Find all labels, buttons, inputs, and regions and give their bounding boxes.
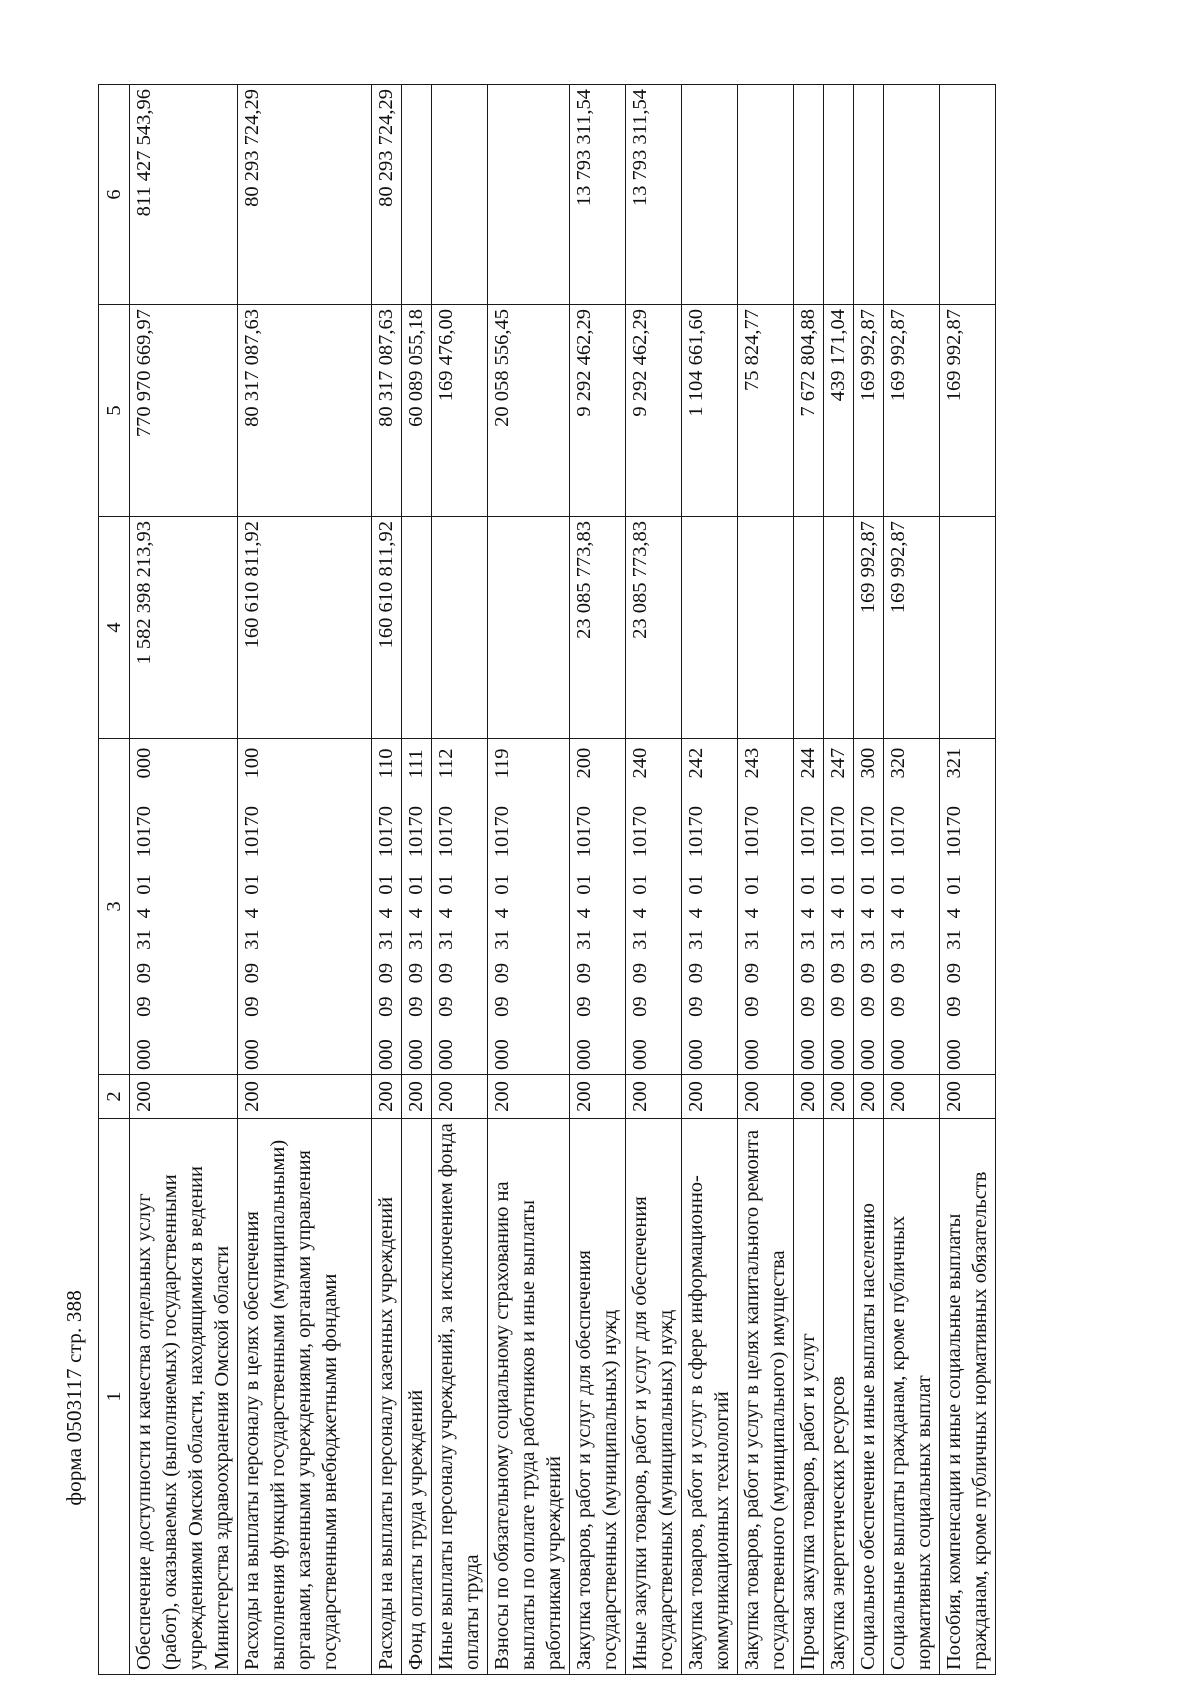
code-part: 4 [241,908,263,919]
code-part: 09 [943,996,965,1017]
code-part: 200 [573,747,595,779]
row-name-cell: Обеспечение доступности и качества отдельных услуг (работ), оказываемых (выполняемых) государственными учреждениями Омской области, находящимися в ведении Министерства здравоохранения Омской области [130,1119,238,1675]
code-part: 31 [741,929,763,950]
executed-amount-cell: 60 089 055,18 [402,305,432,517]
code-part: 31 [629,929,651,950]
code-part: 10170 [629,806,651,858]
code-part: 000 [491,1039,513,1070]
code-part: 31 [887,929,909,950]
code-part: 300 [857,747,879,779]
code-part: 4 [573,908,595,919]
code-part: 09 [405,962,427,984]
code-part: 4 [741,908,763,919]
code-part: 247 [827,747,849,779]
code-parts [403,743,429,1070]
column-header-3: 3 [99,739,130,1075]
code-part: 10170 [375,806,397,858]
code-part: 110 [375,748,397,779]
code-part: 31 [405,929,427,950]
budget-classification-code-cell [682,739,738,1075]
code-parts [373,743,399,1070]
unexecuted-amount-cell: 811 427 543,96 [130,85,238,305]
code-part: 000 [857,1039,879,1070]
approved-amount-cell [682,517,738,739]
code-part: 4 [827,908,849,919]
table-row [570,85,626,1675]
code-part: 000 [133,1039,155,1070]
line-code-cell: 200 [794,1075,824,1119]
code-part: 10170 [741,806,763,858]
executed-amount-cell: 75 824,77 [738,305,794,517]
code-part: 000 [405,1039,427,1070]
line-code-cell: 200 [238,1075,372,1119]
unexecuted-amount-cell [488,85,570,305]
code-part: 09 [797,962,819,984]
code-parts [855,743,881,1070]
header-row [99,85,130,1675]
code-part: 10170 [827,806,849,858]
code-part: 09 [887,962,909,984]
table-row [372,85,402,1675]
code-part: 10170 [435,806,457,858]
budget-classification-code-cell [402,739,432,1075]
code-part: 100 [241,747,263,779]
executed-amount-cell: 7 672 804,88 [794,305,824,517]
code-part: 4 [435,908,457,919]
code-part: 000 [629,1039,651,1070]
code-part: 320 [887,747,909,779]
line-code-cell: 200 [570,1075,626,1119]
column-header-6: 6 [99,85,130,305]
executed-amount-cell: 9 292 462,29 [626,305,682,517]
code-part: 000 [573,1039,595,1070]
approved-amount-cell: 169 992,87 [884,517,940,739]
code-parts [795,743,821,1070]
code-part: 31 [685,929,707,950]
budget-classification-code-cell [626,739,682,1075]
approved-amount-cell [432,517,488,739]
code-part: 09 [375,962,397,984]
budget-classification-code-cell [372,739,402,1075]
budget-classification-code-cell [824,739,854,1075]
code-part: 09 [943,962,965,984]
code-part: 4 [491,908,513,919]
code-part: 10170 [241,806,263,858]
code-part: 000 [375,1039,397,1070]
unexecuted-amount-cell [738,85,794,305]
table-row [824,85,854,1675]
approved-amount-cell [488,517,570,739]
approved-amount-cell [738,517,794,739]
line-code-cell: 200 [738,1075,794,1119]
executed-amount-cell: 9 292 462,29 [570,305,626,517]
code-part: 31 [435,929,457,950]
code-part: 4 [887,908,909,919]
code-part: 09 [827,962,849,984]
line-code-cell: 200 [432,1075,488,1119]
row-name-cell: Социальное обеспечение и иные выплаты населению [854,1119,884,1675]
table-body [130,85,996,1675]
approved-amount-cell: 23 085 773,83 [570,517,626,739]
line-code-cell: 200 [488,1075,570,1119]
code-part: 10170 [797,806,819,858]
code-parts [739,743,765,1070]
code-part: 10170 [887,806,909,858]
budget-classification-code-cell [488,739,570,1075]
code-part: 09 [629,996,651,1017]
code-part: 09 [435,996,457,1017]
row-name-cell: Закупка энергетических ресурсов [824,1119,854,1675]
row-name-cell: Расходы на выплаты персоналу казенных учреждений [372,1119,402,1675]
code-part: 09 [241,962,263,984]
code-part: 4 [405,908,427,919]
code-part: 244 [797,747,819,779]
code-part: 01 [827,874,849,895]
code-parts [433,743,459,1070]
budget-classification-code-cell [854,739,884,1075]
code-part: 000 [435,1039,457,1070]
line-code-cell: 200 [402,1075,432,1119]
table-row [626,85,682,1675]
code-parts [941,743,967,1070]
unexecuted-amount-cell [884,85,940,305]
budget-classification-code-cell [238,739,372,1075]
line-code-cell: 200 [854,1075,884,1119]
budget-classification-code-cell [432,739,488,1075]
unexecuted-amount-cell [402,85,432,305]
code-part: 111 [405,749,427,779]
code-part: 10170 [491,806,513,858]
row-name-cell: Иные выплаты персоналу учреждений, за исключением фонда оплаты труда [432,1119,488,1675]
code-part: 31 [491,929,513,950]
code-part: 01 [375,874,397,895]
unexecuted-amount-cell: 80 293 724,29 [238,85,372,305]
code-part: 01 [943,874,965,895]
code-part: 4 [685,908,707,919]
unexecuted-amount-cell [854,85,884,305]
approved-amount-cell: 160 610 811,92 [372,517,402,739]
code-part: 31 [857,929,879,950]
approved-amount-cell [794,517,824,739]
code-part: 01 [741,874,763,895]
row-name-cell: Прочая закупка товаров, работ и услуг [794,1119,824,1675]
unexecuted-amount-cell: 13 793 311,54 [570,85,626,305]
code-part: 09 [857,962,879,984]
code-part: 01 [573,874,595,895]
table-row [738,85,794,1675]
code-part: 01 [857,874,879,895]
code-parts [489,743,515,1070]
table-row [940,85,996,1675]
code-part: 31 [573,929,595,950]
code-part: 09 [827,996,849,1017]
code-part: 4 [133,908,155,919]
code-part: 10170 [857,806,879,858]
table-row [682,85,738,1675]
code-part: 321 [943,747,965,779]
code-part: 31 [133,929,155,950]
budget-classification-code-cell [884,739,940,1075]
code-part: 4 [629,908,651,919]
code-part: 09 [435,962,457,984]
unexecuted-amount-cell: 13 793 311,54 [626,85,682,305]
table-header [99,85,130,1675]
code-part: 09 [573,996,595,1017]
unexecuted-amount-cell [794,85,824,305]
code-parts [131,743,157,1070]
code-part: 01 [887,874,909,895]
code-part: 09 [133,962,155,984]
code-part: 09 [741,996,763,1017]
budget-classification-code-cell [570,739,626,1075]
approved-amount-cell: 1 582 398 213,93 [130,517,238,739]
table-row [854,85,884,1675]
code-part: 4 [857,908,879,919]
approved-amount-cell [940,517,996,739]
column-header-2: 2 [99,1075,130,1119]
table-row [130,85,238,1675]
code-part: 09 [133,996,155,1017]
code-part: 09 [573,962,595,984]
row-name-cell: Социальные выплаты гражданам, кроме публичных нормативных социальных выплат [884,1119,940,1675]
form-reference: форма 0503117 стр. 388 [62,1290,86,1506]
table-row [238,85,372,1675]
code-part: 10170 [133,806,155,858]
line-code-cell: 200 [130,1075,238,1119]
code-part: 10170 [685,806,707,858]
code-part: 4 [943,908,965,919]
row-name-cell: Пособия, компенсации и иные социальные выплаты гражданам, кроме публичных нормативных обязательств [940,1119,996,1675]
budget-classification-code-cell [940,739,996,1075]
code-part: 09 [405,996,427,1017]
code-parts [825,743,851,1070]
code-part: 01 [629,874,651,895]
executed-amount-cell: 80 317 087,63 [238,305,372,517]
approved-amount-cell: 23 085 773,83 [626,517,682,739]
executed-amount-cell: 169 992,87 [884,305,940,517]
code-parts [571,743,597,1070]
code-part: 01 [241,874,263,895]
approved-amount-cell: 169 992,87 [854,517,884,739]
code-part: 000 [827,1039,849,1070]
line-code-cell: 200 [884,1075,940,1119]
column-header-1: 1 [99,1119,130,1675]
table-row [488,85,570,1675]
code-part: 01 [797,874,819,895]
code-part: 31 [241,929,263,950]
code-part: 09 [685,962,707,984]
executed-amount-cell: 80 317 087,63 [372,305,402,517]
code-part: 09 [629,962,651,984]
code-part: 01 [491,874,513,895]
executed-amount-cell: 439 171,04 [824,305,854,517]
row-name-cell: Закупка товаров, работ и услуг для обеспечения государственных (муниципальных) нужд [570,1119,626,1675]
code-part: 10170 [405,806,427,858]
unexecuted-amount-cell: 80 293 724,29 [372,85,402,305]
code-part: 243 [741,747,763,779]
line-code-cell: 200 [824,1075,854,1119]
unexecuted-amount-cell [432,85,488,305]
row-name-cell: Фонд оплаты труда учреждений [402,1119,432,1675]
code-part: 09 [857,996,879,1017]
approved-amount-cell: 160 610 811,92 [238,517,372,739]
code-part: 242 [685,747,707,779]
code-part: 000 [685,1039,707,1070]
line-code-cell: 200 [940,1075,996,1119]
table-row [884,85,940,1675]
code-part: 09 [685,996,707,1017]
code-part: 000 [241,1039,263,1070]
line-code-cell: 200 [372,1075,402,1119]
code-part: 09 [797,996,819,1017]
code-parts [683,743,709,1070]
executed-amount-cell: 169 476,00 [432,305,488,517]
code-parts [627,743,653,1070]
code-part: 09 [491,996,513,1017]
code-part: 09 [375,996,397,1017]
executed-amount-cell: 169 992,87 [854,305,884,517]
executed-amount-cell: 169 992,87 [940,305,996,517]
code-part: 01 [133,874,155,895]
table-row [794,85,824,1675]
code-part: 4 [375,908,397,919]
approved-amount-cell [824,517,854,739]
code-part: 000 [741,1039,763,1070]
code-part: 000 [887,1039,909,1070]
row-name-cell: Иные закупки товаров, работ и услуг для обеспечения государственных (муниципальных) нужд [626,1119,682,1675]
code-part: 10170 [943,806,965,858]
code-part: 01 [435,874,457,895]
line-code-cell: 200 [626,1075,682,1119]
code-part: 09 [491,962,513,984]
code-part: 09 [241,996,263,1017]
code-parts [885,743,911,1070]
approved-amount-cell [402,517,432,739]
line-code-cell: 200 [682,1075,738,1119]
row-name-cell: Закупка товаров, работ и услуг в целях капитального ремонта государственного (муниципального) имущества [738,1119,794,1675]
executed-amount-cell: 1 104 661,60 [682,305,738,517]
code-part: 31 [827,929,849,950]
row-name-cell: Взносы по обязательному социальному страхованию на выплаты по оплате труда работников и иные выплаты работникам учреждений [488,1119,570,1675]
unexecuted-amount-cell [940,85,996,305]
code-part: 4 [797,908,819,919]
code-part: 31 [375,929,397,950]
budget-classification-code-cell [130,739,238,1075]
unexecuted-amount-cell [682,85,738,305]
code-part: 09 [741,962,763,984]
budget-classification-code-cell [738,739,794,1075]
code-part: 10170 [573,806,595,858]
row-name-cell: Закупка товаров, работ и услуг в сфере информационно-коммуникационных технологий [682,1119,738,1675]
budget-table [98,84,996,1675]
code-part: 000 [133,747,155,779]
code-part: 000 [943,1039,965,1070]
executed-amount-cell: 770 970 669,97 [130,305,238,517]
column-header-4: 4 [99,517,130,739]
code-part: 112 [435,748,457,779]
table-row [432,85,488,1675]
code-parts [239,743,265,1070]
row-name-cell: Расходы на выплаты персоналу в целях обеспечения выполнения функций государственными (муниципальными) органами, казенными учреждениями, органами управления государственными внебюджетными фондами [238,1119,372,1675]
code-part: 31 [943,929,965,950]
code-part: 31 [797,929,819,950]
code-part: 000 [797,1039,819,1070]
unexecuted-amount-cell [824,85,854,305]
code-part: 01 [685,874,707,895]
table-row [402,85,432,1675]
code-part: 09 [887,996,909,1017]
budget-classification-code-cell [794,739,824,1075]
code-part: 119 [491,748,513,779]
code-part: 01 [405,874,427,895]
column-header-5: 5 [99,305,130,517]
executed-amount-cell: 20 058 556,45 [488,305,570,517]
code-part: 240 [629,747,651,779]
